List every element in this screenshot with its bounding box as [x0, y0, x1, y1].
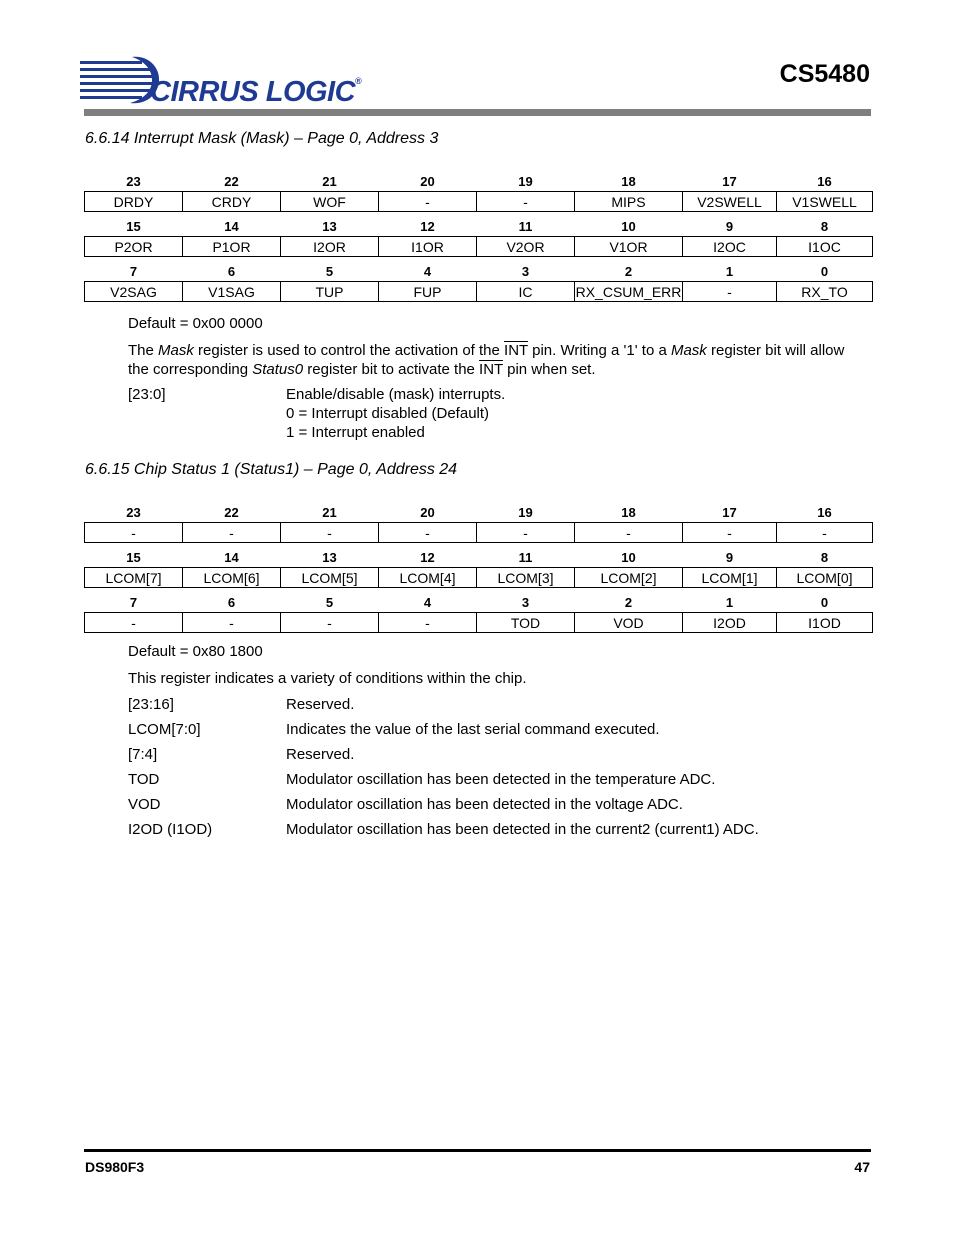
status-register-table — [84, 498, 873, 633]
bit-name-cell: I2OC — [683, 237, 777, 257]
bit-name-cell: WOF — [281, 192, 379, 212]
desc-text: register bit will allow — [706, 342, 845, 359]
bit-number: 11 — [518, 550, 533, 565]
bit-number: 7 — [129, 264, 138, 279]
bit-name-cell: V2SWELL — [683, 192, 777, 212]
bit-number: 23 — [126, 505, 141, 520]
bit-name-cell: TOD — [477, 613, 575, 633]
bit-number: 8 — [820, 550, 829, 565]
bit-number: 12 — [420, 550, 435, 565]
mask-register-table — [84, 167, 873, 302]
bit-name-cell: V1SWELL — [777, 192, 873, 212]
bit-name-cell: LCOM[7] — [85, 568, 183, 588]
desc-text: pin when set. — [502, 361, 596, 378]
bit-number: 10 — [621, 550, 636, 565]
field-description: Reserved. — [286, 696, 355, 713]
bit-name-cell: LCOM[6] — [183, 568, 281, 588]
bit-number: 22 — [224, 174, 239, 189]
footer-page-number: 47 — [854, 1159, 870, 1175]
bit-number-row — [85, 257, 873, 282]
bit-number: 22 — [224, 505, 239, 520]
field-label: I2OD (I1OD) — [128, 821, 213, 838]
bit-number: 16 — [817, 174, 832, 189]
bit-name-cell: V2OR — [477, 237, 575, 257]
field-label: LCOM[7:0] — [128, 721, 201, 738]
bit-number-row — [85, 543, 873, 568]
bit-name-cell: - — [183, 523, 281, 543]
field-description: Modulator oscillation has been detected in the voltage ADC. — [286, 796, 683, 813]
field-description: 0 = Interrupt disabled (Default) — [286, 405, 490, 422]
bit-name-cell: VOD — [575, 613, 683, 633]
bit-name-cell: LCOM[2] — [575, 568, 683, 588]
mask-default-value: Default = 0x00 0000 — [128, 315, 263, 332]
bit-number: 21 — [322, 174, 337, 189]
bit-number: 10 — [621, 219, 636, 234]
bit-number: 9 — [725, 550, 734, 565]
bit-name-cell: I2OD — [683, 613, 777, 633]
bit-name-cell: V2SAG — [85, 282, 183, 302]
bit-number: 13 — [322, 550, 337, 565]
bit-number: 19 — [518, 505, 533, 520]
field-description: Enable/disable (mask) interrupts. — [286, 386, 506, 403]
bit-name-cell: - — [777, 523, 873, 543]
footer-rule — [84, 1149, 871, 1152]
bit-number-row — [85, 212, 873, 237]
document-title: CS5480 — [779, 60, 870, 88]
bit-number: 6 — [227, 595, 236, 610]
bit-name-cell: - — [575, 523, 683, 543]
field-description: Indicates the value of the last serial command executed. — [286, 721, 660, 738]
desc-text: register bit to activate the — [303, 361, 480, 378]
bit-number: 14 — [224, 550, 239, 565]
bit-name-cell: I1OD — [777, 613, 873, 633]
bit-name-row — [85, 613, 873, 633]
bit-name-cell: - — [477, 523, 575, 543]
bit-number: 23 — [126, 174, 141, 189]
field-label: TOD — [128, 771, 160, 788]
field-label: [23:16] — [128, 696, 174, 713]
bit-number-row — [85, 588, 873, 613]
bit-number: 16 — [817, 505, 832, 520]
bit-name-cell: I1OR — [379, 237, 477, 257]
bit-name-cell: DRDY — [85, 192, 183, 212]
bit-name-cell: - — [379, 192, 477, 212]
bit-name-cell: I2OR — [281, 237, 379, 257]
desc-text: register is used to control the activation of the — [193, 342, 505, 359]
registered-mark: ® — [355, 76, 362, 86]
bit-name-row — [85, 568, 873, 588]
field-label: [23:0] — [128, 386, 166, 403]
bit-name-cell: - — [183, 613, 281, 633]
bit-name-row — [85, 192, 873, 212]
bit-number: 5 — [325, 264, 334, 279]
bit-number: 1 — [725, 595, 734, 610]
bit-number: 17 — [722, 174, 737, 189]
bit-name-cell: RX_CSUM_ERR — [575, 283, 682, 300]
bit-number: 1 — [725, 264, 734, 279]
field-label: [7:4] — [128, 746, 158, 763]
bit-name-cell: V1SAG — [183, 282, 281, 302]
bit-name-cell: IC — [477, 282, 575, 302]
bit-name-cell: - — [85, 523, 183, 543]
bit-name-cell: V1OR — [575, 237, 683, 257]
mask-section-title: 6.6.14 Interrupt Mask (Mask) – Page 0, Address 3 — [85, 130, 439, 147]
bit-name-cell: MIPS — [575, 192, 683, 212]
bit-name-cell: - — [379, 523, 477, 543]
bit-name-cell: - — [379, 613, 477, 633]
bit-name-cell: LCOM[3] — [477, 568, 575, 588]
bit-name-cell: P2OR — [85, 237, 183, 257]
status-default-value: Default = 0x80 1800 — [128, 643, 263, 660]
mask-description — [128, 341, 878, 379]
field-label: VOD — [128, 796, 161, 813]
status-section-title: 6.6.15 Chip Status 1 (Status1) – Page 0, Address 24 — [85, 461, 458, 478]
bit-number: 4 — [423, 595, 432, 610]
bit-name-cell: LCOM[0] — [777, 568, 873, 588]
bit-name-cell: FUP — [379, 282, 477, 302]
bit-name-cell: - — [683, 523, 777, 543]
bit-number: 3 — [521, 264, 530, 279]
bit-number: 3 — [521, 595, 530, 610]
bit-number: 9 — [725, 219, 734, 234]
logo-text: CIRRUS LOGIC — [150, 76, 356, 108]
bit-name-cell: LCOM[4] — [379, 568, 477, 588]
bit-number: 17 — [722, 505, 737, 520]
field-description: Modulator oscillation has been detected in the temperature ADC. — [286, 771, 716, 788]
desc-mask-term: Mask — [158, 342, 194, 359]
field-description: 1 = Interrupt enabled — [286, 424, 425, 441]
bit-number: 15 — [126, 219, 141, 234]
bit-number: 19 — [518, 174, 533, 189]
desc-status0-term: Status0 — [252, 361, 304, 378]
bit-number: 2 — [624, 595, 633, 610]
field-description: Reserved. — [286, 746, 355, 763]
bit-number: 8 — [820, 219, 829, 234]
desc-text: The — [128, 342, 159, 359]
bit-number: 11 — [518, 219, 533, 234]
bit-number-row — [85, 167, 873, 192]
bit-name-cell: - — [477, 192, 575, 212]
bit-name-cell: - — [281, 613, 379, 633]
desc-text: the corresponding — [128, 361, 253, 378]
bit-number-row — [85, 498, 873, 523]
desc-text: pin. Writing a '1' to a — [527, 342, 671, 359]
bit-name-cell: - — [85, 613, 183, 633]
bit-number: 4 — [423, 264, 432, 279]
bit-number: 7 — [129, 595, 138, 610]
field-description: Modulator oscillation has been detected in the current2 (current1) ADC. — [286, 821, 759, 838]
bit-number: 0 — [820, 595, 829, 610]
bit-number: 14 — [224, 219, 239, 234]
bit-name-cell: I1OC — [777, 237, 873, 257]
bit-number: 12 — [420, 219, 435, 234]
bit-number: 18 — [621, 505, 636, 520]
bit-number: 2 — [624, 264, 633, 279]
bit-name-cell: TUP — [281, 282, 379, 302]
logo-wordmark — [150, 76, 361, 109]
bit-name-row — [85, 237, 873, 257]
bit-number: 13 — [322, 219, 337, 234]
bit-name-cell: - — [281, 523, 379, 543]
bit-number: 6 — [227, 264, 236, 279]
bit-number: 15 — [126, 550, 141, 565]
bit-number: 0 — [820, 264, 829, 279]
bit-name-row — [85, 282, 873, 302]
status-description: This register indicates a variety of conditions within the chip. — [128, 670, 527, 687]
bit-number: 18 — [621, 174, 636, 189]
bit-name-cell: P1OR — [183, 237, 281, 257]
bit-name-cell: - — [683, 282, 777, 302]
bit-name-cell: LCOM[1] — [683, 568, 777, 588]
bit-number: 20 — [420, 174, 435, 189]
bit-name-row — [85, 523, 873, 543]
bit-number: 20 — [420, 505, 435, 520]
desc-int-pin: $\overline{INT}$ — [504, 342, 528, 359]
desc-int-pin: $\overline{INT}$ — [479, 361, 503, 378]
bit-number: 5 — [325, 595, 334, 610]
bit-name-cell: RX_TO — [777, 282, 873, 302]
bit-name-cell: CRDY — [183, 192, 281, 212]
footer-doc-id: DS980F3 — [85, 1159, 145, 1175]
bit-number: 21 — [322, 505, 337, 520]
bit-name-cell: LCOM[5] — [281, 568, 379, 588]
desc-mask-term: Mask — [670, 342, 707, 359]
header-rule — [84, 109, 871, 116]
